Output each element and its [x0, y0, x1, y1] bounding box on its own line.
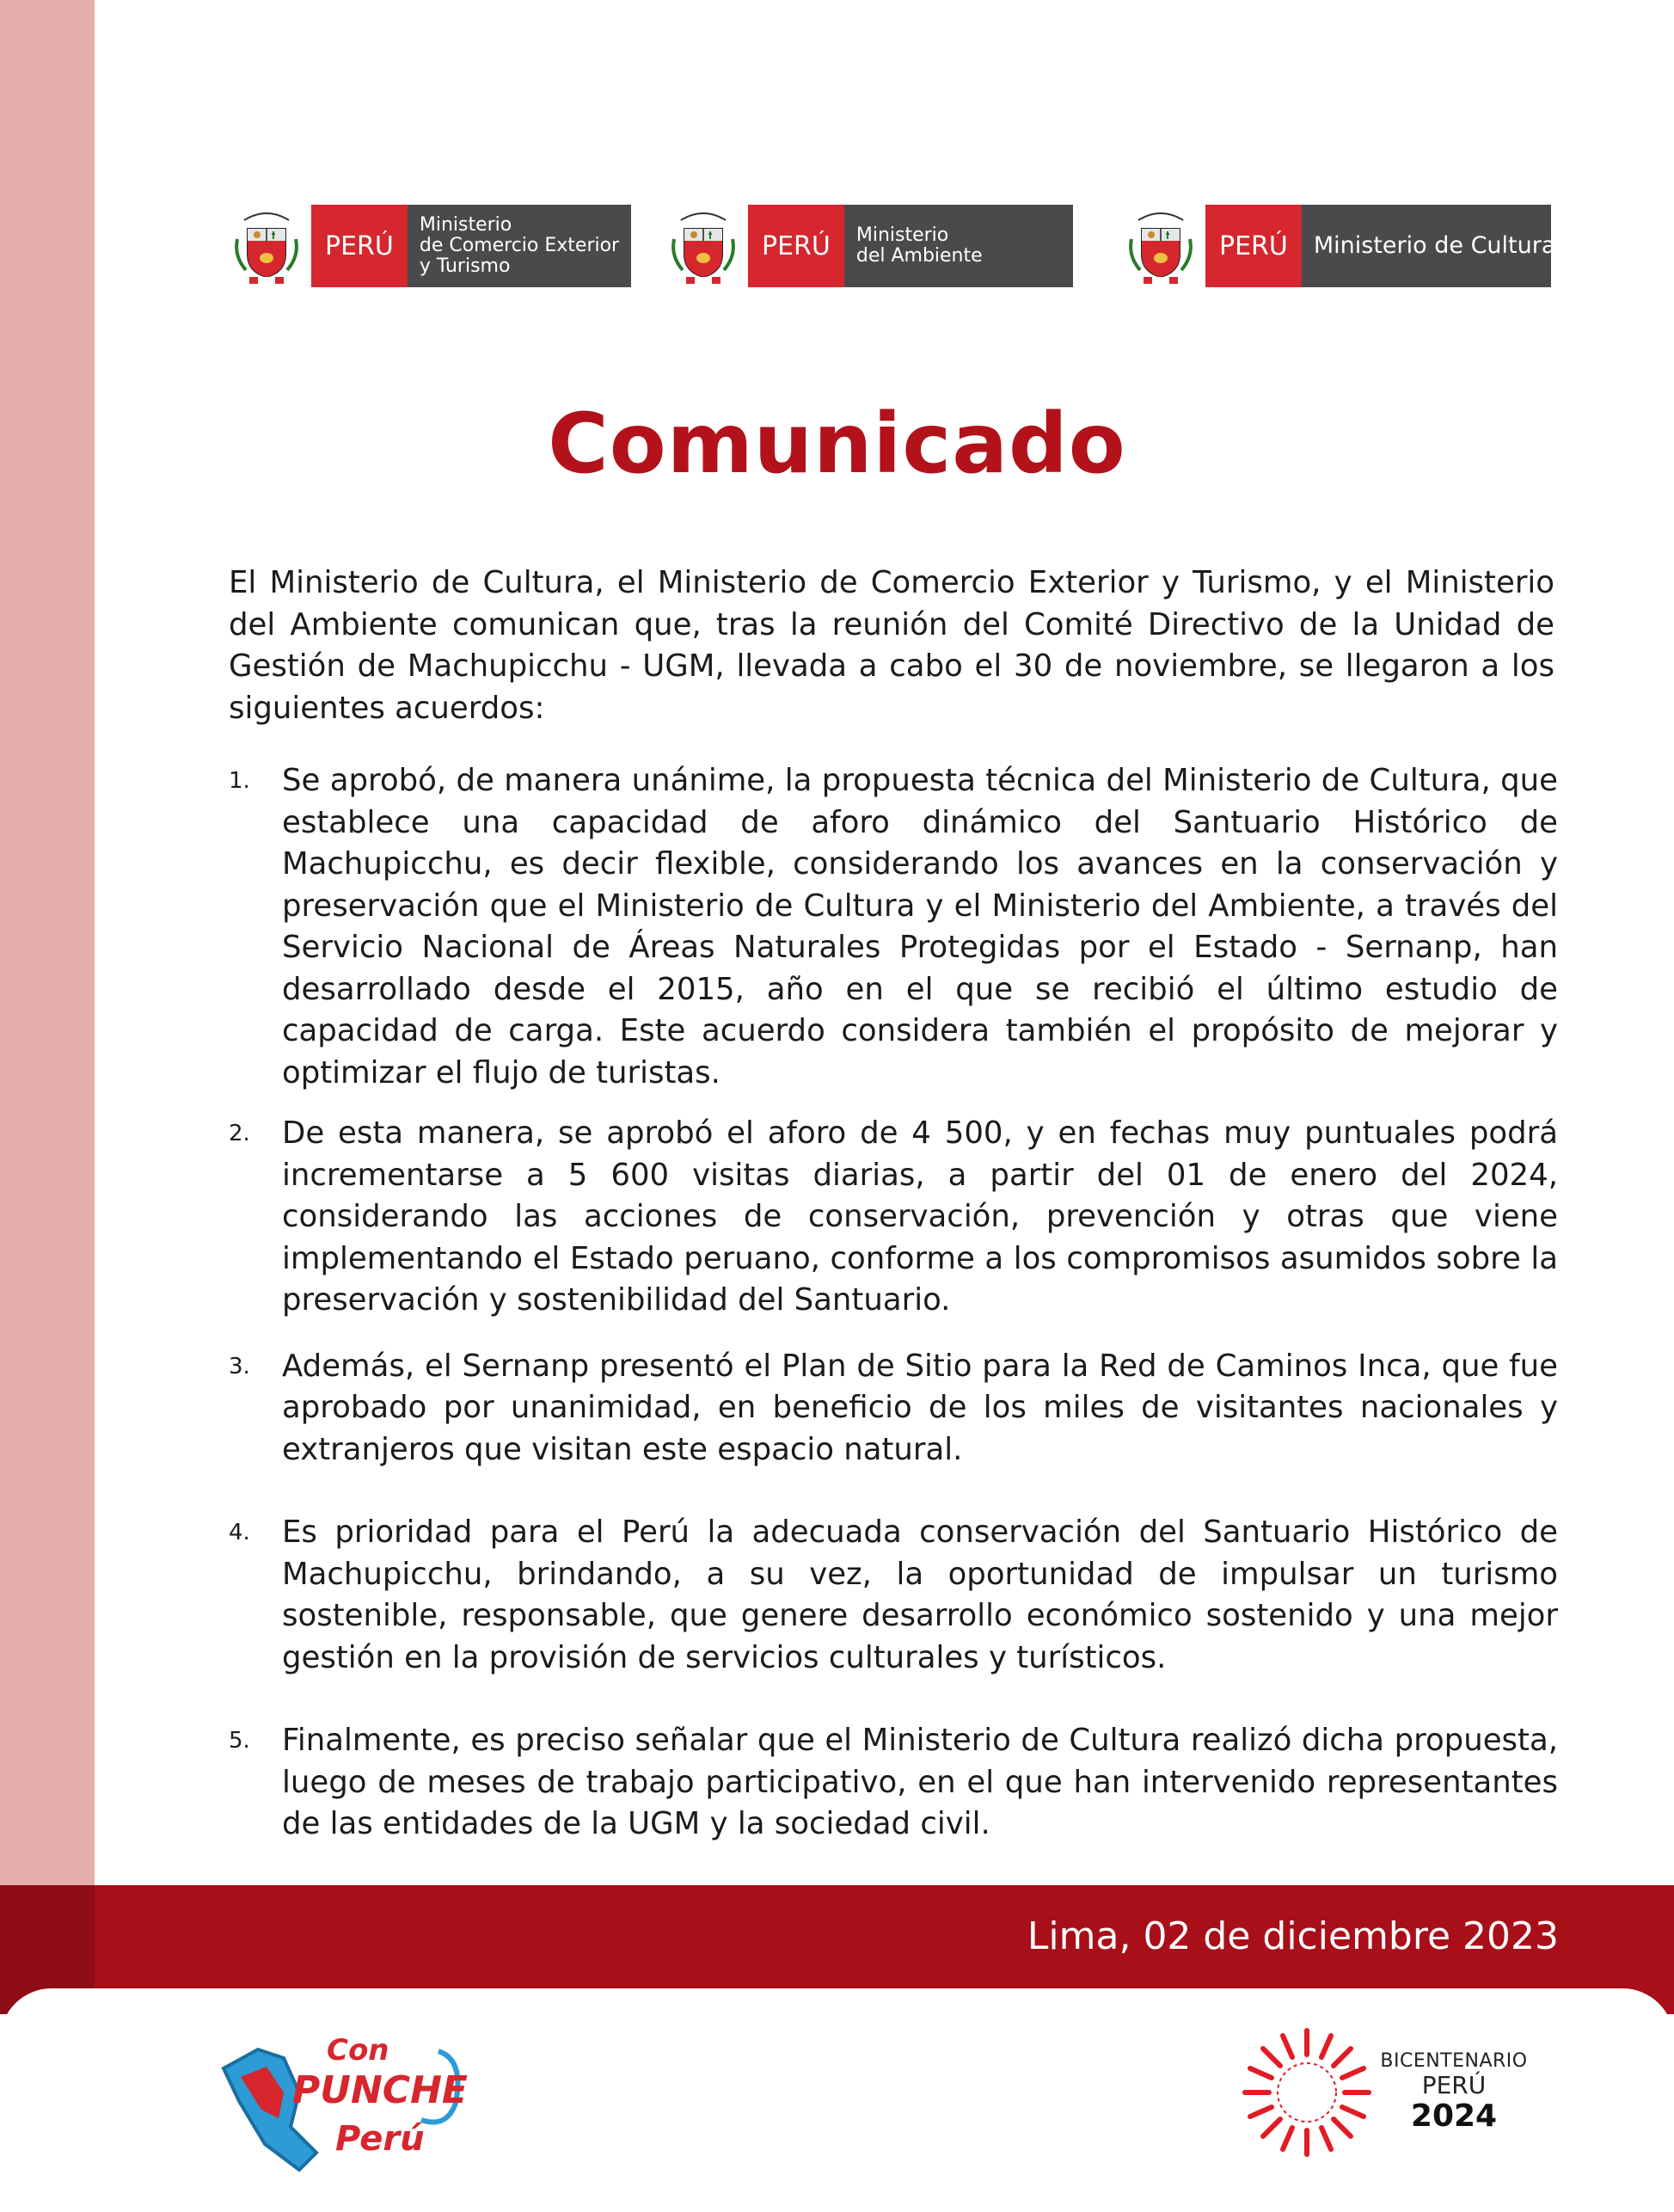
list-item-number: 3. — [229, 1353, 250, 1379]
con-punche-peru-logo — [206, 2017, 481, 2180]
list-item-text: Se aprobó, de manera unánime, la propuesta técnica del Ministerio de Cultura, que establece una capacidad de aforo dinámico del Santuario Histórico de Machupicchu, es decir flexible, considerando los avances en la conservación y preservación que el Ministerio de Cultura y el Ministerio del Ambiente, a través del Servicio Nacional de Áreas Naturales Protegidas por el Estado - Sernanp, han desarrollado desde el 2015, año en el que se recibió el último estudio de capacidad de carga. Este acuerdo considera también el propósito de mejorar y optimizar el flujo de turistas. — [282, 763, 1558, 1091]
ministry-line: Ministerio — [419, 214, 512, 236]
peru-crest-icon — [1126, 205, 1195, 287]
ministry-line: y Turismo — [419, 255, 511, 277]
list-item-text: Finalmente, es preciso señalar que el Ministerio de Cultura realizó dicha propuesta, luego de meses de trabajo participativo, en el que han intervenido representantes de las entidades de la UGM y la sociedad civil. — [282, 1723, 1558, 1841]
peru-crest-icon — [669, 205, 738, 287]
logo-mincul — [1126, 205, 1556, 287]
punche-line2: PUNCHE — [292, 2068, 468, 2112]
list-item-text: Además, el Sernanp presentó el Plan de Sitio para la Red de Caminos Inca, que fue aprobado por unanimidad, en beneficio de los miles de visitantes nacionales y extranjeros que visitan este espacio natural. — [282, 1348, 1558, 1467]
peru-label: PERÚ — [748, 205, 844, 287]
peru-label: PERÚ — [1205, 205, 1302, 287]
bicentenario-line2: PERÚ — [1421, 2071, 1487, 2099]
list-item — [229, 1512, 1558, 1679]
peru-crest-icon — [232, 205, 301, 287]
punche-line1: Con — [327, 2033, 389, 2068]
list-item-number: 2. — [229, 1121, 250, 1146]
ministry-line: del Ambiente — [855, 245, 983, 267]
list-item-number: 1. — [229, 768, 250, 794]
bicentenario-year: 2024 — [1410, 2098, 1498, 2134]
list-item-number: 5. — [229, 1728, 250, 1754]
list-item-number: 4. — [229, 1520, 250, 1545]
ministry-name — [1302, 205, 1556, 287]
punche-line3: Perú — [335, 2119, 425, 2159]
date-line: Lima, 02 de diciembre 2023 — [1027, 1914, 1559, 1958]
page-title: Comunicado — [548, 396, 1126, 492]
ministry-name — [408, 205, 631, 287]
logo-minam — [669, 205, 1073, 287]
list-item — [229, 1113, 1558, 1322]
peru-label: PERÚ — [311, 205, 408, 287]
list-item — [229, 760, 1558, 1094]
bicentenario-line1: BICENTENARIO — [1380, 2050, 1528, 2072]
list-item — [229, 1720, 1558, 1846]
ministry-line: Ministerio de Cultura — [1313, 232, 1556, 259]
ministry-line: de Comercio Exterior — [419, 235, 620, 256]
list-item-text: Es prioridad para el Perú la adecuada conservación del Santuario Histórico de Machupicchu, brindando, a su vez, la oportunidad de impulsar un turismo sostenible, responsable, que genere desarrollo económico sostenido y una mejor gestión en la provisión de servicios culturales y turísticos. — [282, 1515, 1558, 1675]
sunburst-icon — [1245, 2031, 1369, 2154]
list-item-text: De esta manera, se aprobó el aforo de 4 500, y en fechas muy puntuales podrá incrementarse a 5 600 visitas diarias, a partir del 01 de enero del 2024, considerando las acciones de conservación, prevención y otras que viene implementando el Estado peruano, conforme a los compromisos asumidos sobre la preservación y sostenibilidad del Santuario. — [282, 1115, 1558, 1318]
bicentenario-text — [1372, 2050, 1536, 2134]
ministry-name — [844, 205, 1073, 287]
agreements-list — [229, 760, 1558, 1846]
left-decorative-band — [0, 0, 95, 1885]
logo-mincetur — [232, 205, 631, 287]
list-item — [229, 1346, 1558, 1472]
ministry-line: Ministerio — [855, 224, 949, 246]
intro-paragraph: El Ministerio de Cultura, el Ministerio de Comercio Exterior y Turismo, y el Ministerio del Ambiente comunican que, tras la reunión del Comité Directivo de la Unidad de Gestión de Machupicchu - UGM, llevada a cabo el 30 de noviembre, se llegaron a los siguientes acuerdos: — [229, 565, 1554, 726]
